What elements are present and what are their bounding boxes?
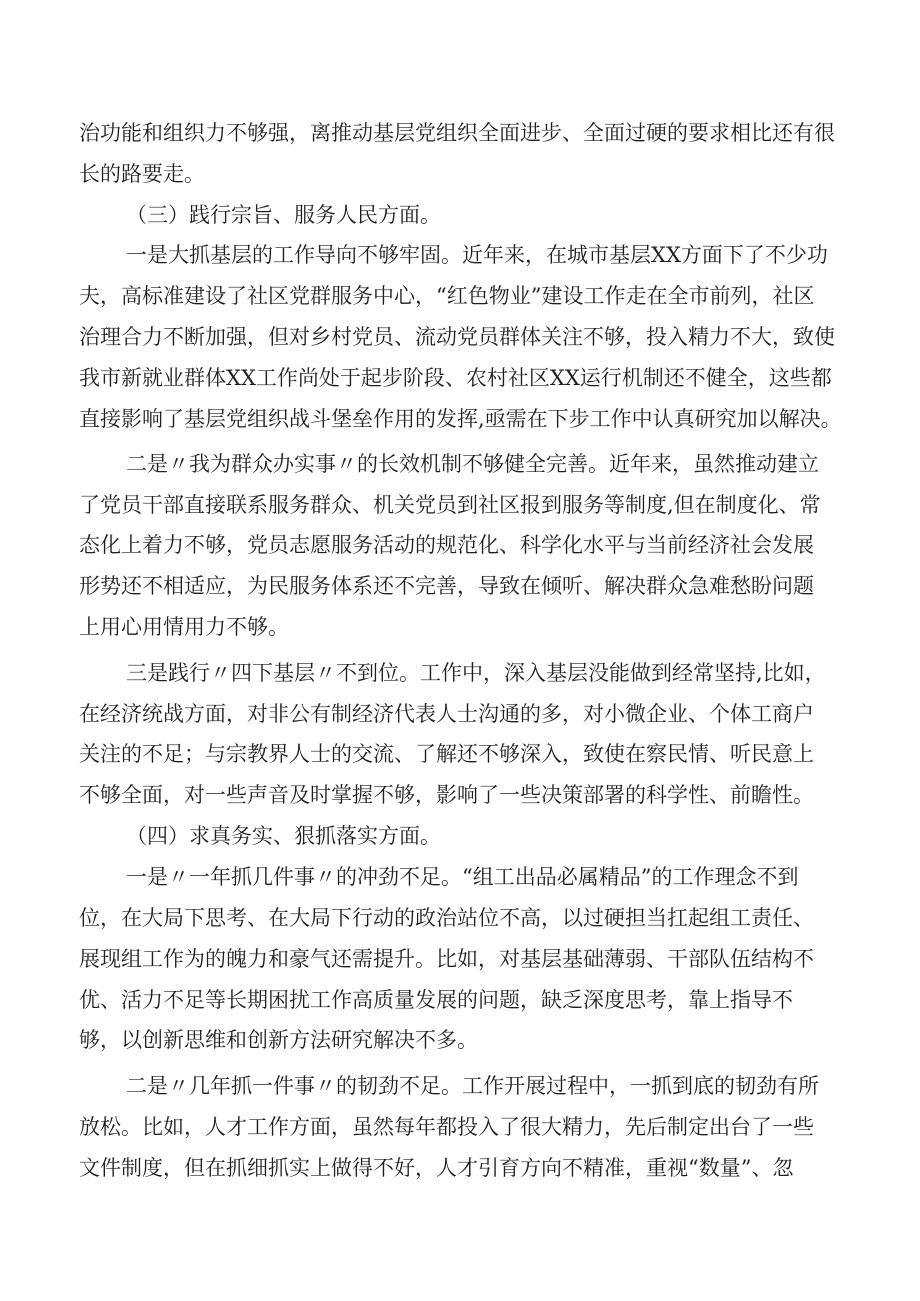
text-line: 展现组工作为的魄力和豪气还需提升。比如，对基层基础薄弱、干部队伍结构不 (79, 947, 814, 971)
text-line: 形势还不相适应，为民服务体系还不完善，导致在倾听、解决群众急难愁盼问题 (79, 574, 814, 598)
text-line: 夫，高标准建设了社区党群服务中心，“红色物业”建设工作走在全市前列，社区 (79, 284, 815, 308)
text-line: 优、活力不足等长期困扰工作高质量发展的问题，缺乏深度思考，靠上指导不 (79, 988, 793, 1012)
text-line: 放松。比如，人才工作方面，虽然每年都投入了很大精力，先后制定出台了一些 (79, 1115, 814, 1139)
text-line: 三是践行〃四下基层〃不到位。工作中，深入基层没能做到经常坚持,比如， (126, 661, 826, 685)
text-line: 我市新就业群体XX工作尚处于起步阶段、农村社区XX运行机制还不健全，这些都 (79, 366, 832, 390)
text-line: 治功能和组织力不够强，离推动基层党组织全面进步、全面过硬的要求相比还有很 (79, 121, 835, 145)
text-line: 文件制度，但在抓细抓实上做得不好，人才引育方向不精准，重视“数量”、忽 (79, 1156, 794, 1180)
text-line: 二是〃我为群众办实事〃的长效机制不够健全完善。近年来，虽然推动建立 (126, 452, 819, 476)
text-line: 二是〃几年抓一件事〃的韧劲不足。工作开展过程中，一抓到底的韧劲有所 (126, 1074, 819, 1098)
text-line: 长的路要走。 (79, 162, 205, 186)
text-line: 上用心用情用力不够。 (79, 615, 289, 639)
text-line: 不够全面，对一些声音及时掌握不够，影响了一些决策部署的科学性、前瞻性。 (79, 783, 814, 807)
text-line: 一是〃一年抓几件事〃的冲劲不足。“组工出品必属精品”的工作理念不到 (126, 865, 799, 889)
text-line: 治理合力不断加强，但对乡村党员、流动党员群体关注不够，投入精力不大，致使 (79, 325, 835, 349)
text-line: 直接影响了基层党组织战斗堡垒作用的发挥,亟需在下步工作中认真研究加以解决。 (79, 407, 842, 431)
text-line: 位，在大局下思考、在大局下行动的政治站位不高，以过硬担当扛起组工责任、 (79, 906, 814, 930)
section-heading: （三）践行宗旨、服务人民方面。 (126, 203, 441, 227)
text-line: 一是大抓基层的工作导向不够牢固。近年来，在城市基层XX方面下了不少功 (126, 243, 828, 267)
text-line: 在经济统战方面，对非公有制经济代表人士沟通的多，对小微企业、个体工商户 (79, 702, 814, 726)
section-heading: （四）求真务实、狠抓落实方面。 (126, 824, 441, 848)
text-line: 关注的不足；与宗教界人士的交流、了解还不够深入，致使在察民情、听民意上 (79, 742, 814, 766)
text-line: 了党员干部直接联系服务群众、机关党员到社区报到服务等制度,但在制度化、常 (79, 493, 821, 517)
text-line: 态化上着力不够，党员志愿服务活动的规范化、科学化水平与当前经济社会发展 (79, 533, 814, 557)
text-line: 够，以创新思维和创新方法研究解决不多。 (79, 1028, 478, 1052)
